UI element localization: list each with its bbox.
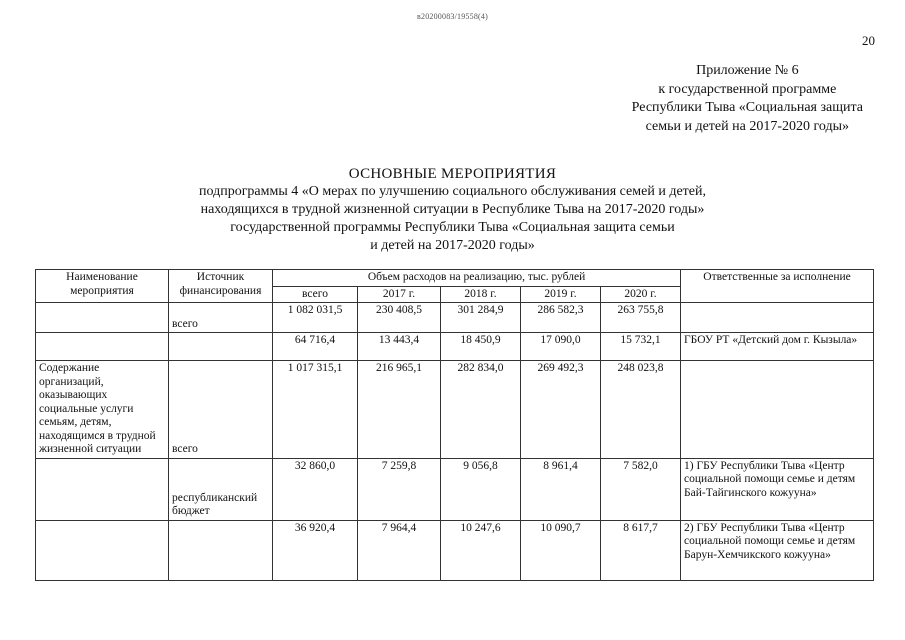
- table-header: [36, 270, 874, 303]
- appendix-block: [632, 62, 863, 136]
- header-source: Источник финансирования: [169, 270, 273, 303]
- cell-responsible: ГБОУ РТ «Детский дом г. Кызыла»: [681, 333, 874, 361]
- cell-2018: 9 056,8: [441, 458, 521, 520]
- table-row: [36, 361, 874, 459]
- header-responsible: Ответственные за исполнение: [681, 270, 874, 303]
- table-row: [36, 520, 874, 580]
- cell-source: [169, 333, 273, 361]
- cell-2019: 17 090,0: [521, 333, 601, 361]
- cell-2020: 15 732,1: [601, 333, 681, 361]
- header-2018: 2018 г.: [441, 286, 521, 303]
- cell-2020: 7 582,0: [601, 458, 681, 520]
- cell-responsible: 2) ГБУ Республики Тыва «Центр социальной помощи семье и детям Барун-Хемчикского кожууна»: [681, 520, 874, 580]
- cell-total: 1 017 315,1: [273, 361, 358, 459]
- heading-line: государственной программы Республики Тыва «Социальная защита семьи: [230, 220, 675, 235]
- header-expenses: Объем расходов на реализацию, тыс. рублей: [273, 270, 681, 287]
- cell-source: [169, 520, 273, 580]
- table-row: [36, 303, 874, 333]
- cell-responsible: 1) ГБУ Республики Тыва «Центр социальной помощи семье и детям Бай-Тайгинского кожууна»: [681, 458, 874, 520]
- header-2019: 2019 г.: [521, 286, 601, 303]
- header-2017: 2017 г.: [358, 286, 441, 303]
- appendix-line: семьи и детей на 2017-2020 годы»: [645, 118, 850, 134]
- heading-line: подпрограммы 4 «О мерах по улучшению социального обслуживания семей и детей,: [198, 184, 706, 199]
- header-2020: 2020 г.: [601, 286, 681, 303]
- cell-responsible: [681, 361, 874, 459]
- document-id-stamp: в20200083/19558(4): [417, 12, 488, 21]
- heading-line: и детей на 2017-2020 годы»: [370, 238, 535, 253]
- cell-source: всего: [169, 303, 273, 333]
- cell-2020: 8 617,7: [601, 520, 681, 580]
- cell-2018: 10 247,6: [441, 520, 521, 580]
- cell-name: [36, 303, 169, 333]
- cell-2020: 248 023,8: [601, 361, 681, 459]
- cell-2017: 7 259,8: [358, 458, 441, 520]
- cell-total: 1 082 031,5: [273, 303, 358, 333]
- cell-total: 64 716,4: [273, 333, 358, 361]
- table-body: [36, 303, 874, 581]
- table-row: [36, 458, 874, 520]
- cell-name: [36, 458, 169, 520]
- cell-name: [36, 333, 169, 361]
- header-total: всего: [273, 286, 358, 303]
- cell-2018: 301 284,9: [441, 303, 521, 333]
- header-name: Наименование мероприятия: [36, 270, 169, 303]
- cell-source: республиканский бюджет: [169, 458, 273, 520]
- appendix-line: к государственной программе: [658, 81, 837, 97]
- activities-table: [35, 269, 874, 581]
- cell-2017: 230 408,5: [358, 303, 441, 333]
- appendix-line: Республики Тыва «Социальная защита: [631, 100, 863, 115]
- heading-title: ОСНОВНЫЕ МЕРОПРИЯТИЯ: [348, 166, 557, 182]
- page-number: 20: [862, 33, 875, 48]
- cell-2020: 263 755,8: [601, 303, 681, 333]
- table-row: [36, 333, 874, 361]
- heading-line: находящихся в трудной жизненной ситуации в Республике Тыва на 2017-2020 годы»: [200, 202, 705, 217]
- cell-2019: 286 582,3: [521, 303, 601, 333]
- cell-2017: 13 443,4: [358, 333, 441, 361]
- cell-responsible: [681, 303, 874, 333]
- cell-name: [36, 520, 169, 580]
- cell-source: всего: [169, 361, 273, 459]
- cell-2018: 18 450,9: [441, 333, 521, 361]
- header-row: [36, 270, 874, 287]
- document-heading: [0, 165, 905, 255]
- cell-2018: 282 834,0: [441, 361, 521, 459]
- cell-2019: 10 090,7: [521, 520, 601, 580]
- cell-2019: 8 961,4: [521, 458, 601, 520]
- cell-2019: 269 492,3: [521, 361, 601, 459]
- cell-total: 32 860,0: [273, 458, 358, 520]
- cell-2017: 7 964,4: [358, 520, 441, 580]
- appendix-line: Приложение № 6: [696, 63, 799, 78]
- cell-total: 36 920,4: [273, 520, 358, 580]
- cell-name: Содержание организаций, оказывающих социальные услуги семьям, детям, находящимся в трудной жизненной ситуации: [36, 361, 169, 459]
- cell-2017: 216 965,1: [358, 361, 441, 459]
